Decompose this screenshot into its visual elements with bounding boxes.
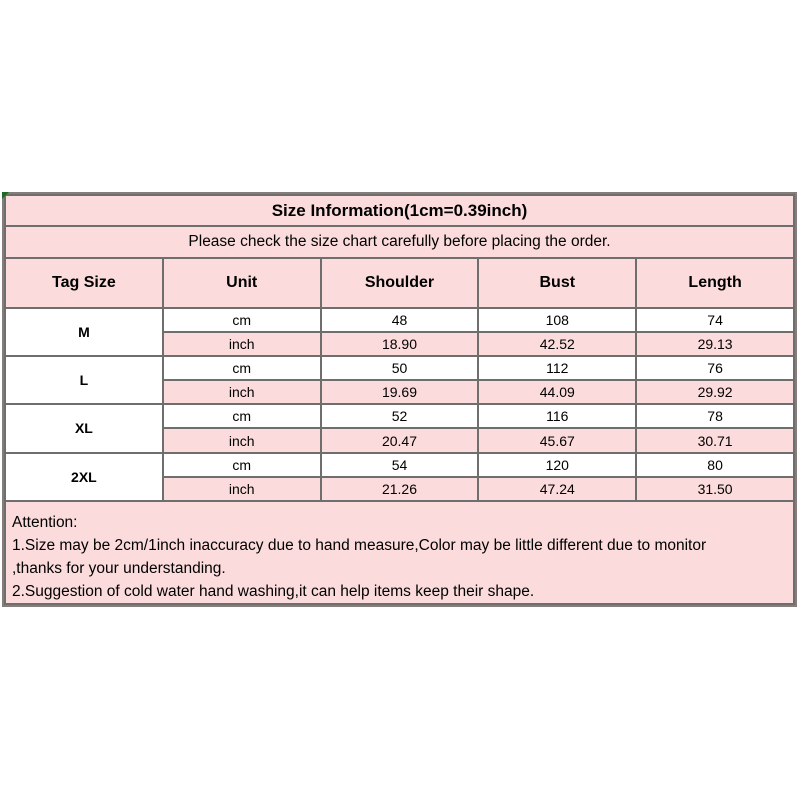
value-cell: 112 bbox=[478, 356, 636, 380]
unit-cell: inch bbox=[163, 428, 321, 452]
tag-cell-xl: XL bbox=[5, 404, 163, 452]
value-cell: 21.26 bbox=[321, 477, 479, 501]
value-cell: 45.67 bbox=[478, 428, 636, 452]
subtitle-row bbox=[5, 226, 794, 258]
unit-cell: inch bbox=[163, 380, 321, 404]
unit-cell: cm bbox=[163, 356, 321, 380]
header-row bbox=[5, 258, 794, 308]
unit-cell: inch bbox=[163, 477, 321, 501]
row-m-cm bbox=[5, 308, 794, 332]
value-cell: 120 bbox=[478, 453, 636, 477]
row-l-cm bbox=[5, 356, 794, 380]
header-tag-size: Tag Size bbox=[5, 258, 163, 308]
value-cell: 52 bbox=[321, 404, 479, 428]
tag-cell-2xl: 2XL bbox=[5, 453, 163, 501]
unit-cell: inch bbox=[163, 332, 321, 356]
value-cell: 54 bbox=[321, 453, 479, 477]
value-cell: 47.24 bbox=[478, 477, 636, 501]
tag-cell-l: L bbox=[5, 356, 163, 404]
attention-heading: Attention: bbox=[12, 513, 78, 531]
header-shoulder: Shoulder bbox=[321, 258, 479, 308]
value-cell: 108 bbox=[478, 308, 636, 332]
tag-cell-m: M bbox=[5, 308, 163, 356]
row-2xl-cm bbox=[5, 453, 794, 477]
row-xl-cm bbox=[5, 404, 794, 428]
value-cell: 19.69 bbox=[321, 380, 479, 404]
attention-row bbox=[5, 501, 794, 604]
sheet-subtitle: Please check the size chart carefully before placing the order. bbox=[5, 226, 794, 258]
unit-cell: cm bbox=[163, 404, 321, 428]
unit-cell: cm bbox=[163, 308, 321, 332]
value-cell: 80 bbox=[636, 453, 794, 477]
value-cell: 42.52 bbox=[478, 332, 636, 356]
value-cell: 76 bbox=[636, 356, 794, 380]
value-cell: 20.47 bbox=[321, 428, 479, 452]
value-cell: 44.09 bbox=[478, 380, 636, 404]
header-bust: Bust bbox=[478, 258, 636, 308]
value-cell: 18.90 bbox=[321, 332, 479, 356]
value-cell: 29.92 bbox=[636, 380, 794, 404]
attention-note bbox=[5, 501, 794, 604]
size-chart-sheet bbox=[2, 192, 797, 607]
value-cell: 116 bbox=[478, 404, 636, 428]
attention-line-3: 2.Suggestion of cold water hand washing,it can help items keep their shape. bbox=[12, 582, 535, 600]
value-cell: 78 bbox=[636, 404, 794, 428]
title-row bbox=[5, 195, 794, 226]
sheet-title: Size Information(1cm=0.39inch) bbox=[5, 195, 794, 226]
size-table bbox=[4, 194, 795, 605]
value-cell: 48 bbox=[321, 308, 479, 332]
value-cell: 31.50 bbox=[636, 477, 794, 501]
attention-line-1: 1.Size may be 2cm/1inch inaccuracy due to hand measure,Color may be little different due to monitor bbox=[12, 536, 707, 554]
attention-line-2: ,thanks for your understanding. bbox=[12, 559, 226, 577]
value-cell: 30.71 bbox=[636, 428, 794, 452]
unit-cell: cm bbox=[163, 453, 321, 477]
value-cell: 29.13 bbox=[636, 332, 794, 356]
header-length: Length bbox=[636, 258, 794, 308]
value-cell: 74 bbox=[636, 308, 794, 332]
header-unit: Unit bbox=[163, 258, 321, 308]
value-cell: 50 bbox=[321, 356, 479, 380]
